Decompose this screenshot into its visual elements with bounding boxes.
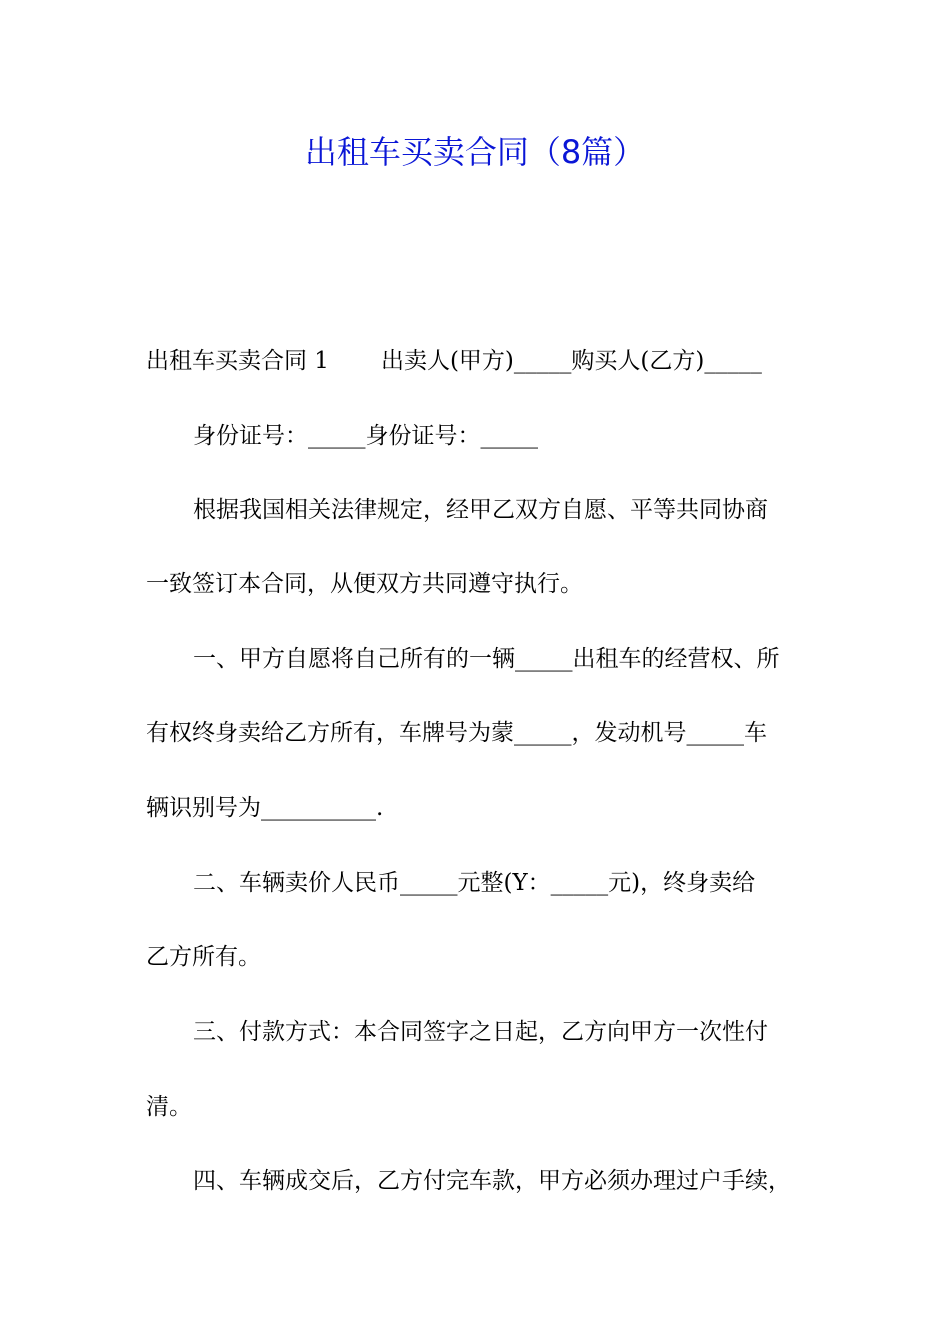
parties-line: 出卖人(甲方)_____购买人(乙方)_____ (380, 348, 762, 374)
paragraph-line-1 (146, 343, 762, 379)
paragraph-line-2: 身份证号：_____身份证号：_____ (193, 423, 538, 449)
paragraph-line-7: 辆识别号为__________. (146, 795, 384, 821)
paragraph-line-10: 三、付款方式：本合同签字之日起，乙方向甲方一次性付 (193, 1019, 768, 1045)
paragraph-line-5: 一、甲方自愿将自己所有的一辆_____出租车的经营权、所 (193, 646, 780, 672)
paragraph-line-4: 一致签订本合同，从便双方共同遵守执行。 (146, 571, 583, 597)
paragraph-line-3: 根据我国相关法律规定，经甲乙双方自愿、平等共同协商 (193, 497, 768, 523)
paragraph-line-9: 乙方所有。 (146, 944, 261, 970)
paragraph-line-8: 二、车辆卖价人民币_____元整(Y：_____元)，终身卖给 (193, 870, 756, 896)
paragraph-line-11: 清。 (146, 1094, 192, 1120)
contract-heading: 出租车买卖合同 1 (146, 348, 329, 374)
document-title: 出租车买卖合同（8篇） (304, 133, 646, 171)
paragraph-line-6: 有权终身卖给乙方所有，车牌号为蒙_____，发动机号_____车 (146, 720, 767, 746)
paragraph-line-12: 四、车辆成交后，乙方付完车款，甲方必须办理过户手续， (193, 1168, 791, 1194)
